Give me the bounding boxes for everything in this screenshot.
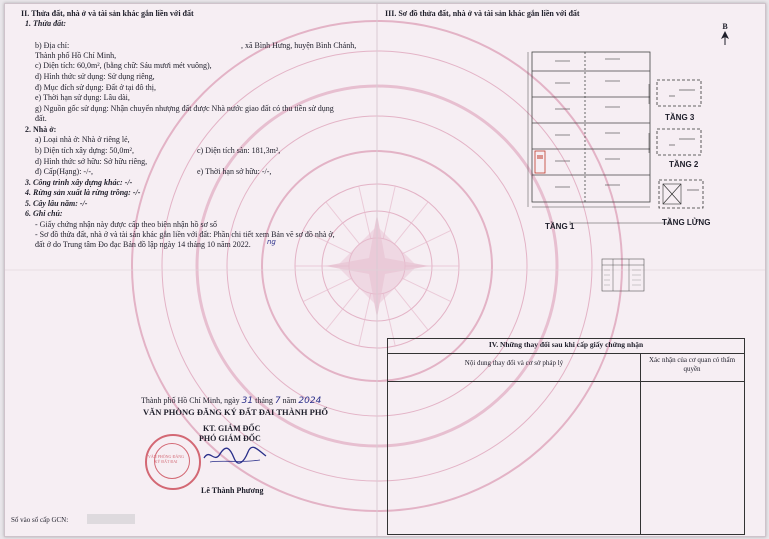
sign-date: Thành phố Hồ Chí Minh, ngày 31 tháng 7 năm 2024 — [141, 396, 322, 406]
note-application: - Giấy chứng nhận này được cấp theo biên nhận hồ sơ số — [35, 220, 217, 229]
redacted-number — [87, 514, 135, 524]
changes-col-confirmation: Xác nhận của cơ quan có thẩm quyền — [648, 356, 736, 373]
other-works: 3. Công trình xây dựng khác: -/- — [25, 178, 133, 187]
usage-purpose: đ) Mục đích sử dụng: Đất ở tại đô thị, — [35, 83, 156, 92]
usage-origin-cont: đất. — [35, 114, 47, 123]
note-diagram: - Sơ đồ thửa đất, nhà ở và tài sản khác gắn liền với đất: Phần chi tiết xem Bản vẽ sơ đồ nhà ở, — [35, 230, 335, 239]
floor2-plan — [645, 125, 707, 161]
signature — [200, 444, 272, 466]
section-ii-title: II. Thửa đất, nhà ở và tài sản khác gắn liền với đất — [21, 9, 194, 18]
usage-form: d) Hình thức sử dụng: Sử dụng riêng, — [35, 72, 155, 81]
usage-origin: g) Nguồn gốc sử dụng: Nhận chuyển nhượng đất được Nhà nước giao đất có thu tiền sử dụng — [35, 104, 334, 113]
issuing-office: VĂN PHÒNG ĐĂNG KÝ ĐẤT ĐAI THÀNH PHỐ — [143, 407, 329, 417]
changes-table — [387, 338, 745, 535]
house-floor-area: c) Diện tích sàn: 181,3m², — [197, 146, 281, 155]
land-heading: 1. Thửa đất: — [25, 19, 67, 28]
address-city: Thành phố Hồ Chí Minh, — [35, 51, 117, 60]
address-commune: , xã Bình Hưng, huyện Bình Chánh, — [241, 41, 357, 50]
floor3-plan — [645, 74, 707, 114]
house-build-area: b) Diện tích xây dựng: 50,0m², — [35, 146, 134, 155]
certificate-page — [4, 3, 766, 537]
deputy-director: PHÓ GIÁM ĐỐC — [199, 434, 261, 443]
house-ownership: d) Hình thức sở hữu: Sở hữu riêng, — [35, 157, 148, 166]
production-forest: 4. Rừng sản xuất là rừng trồng: -/- — [25, 188, 141, 197]
house-term: e) Thời hạn sở hữu: -/-, — [197, 167, 272, 176]
changes-col-content: Nội dung thay đổi và cơ sở pháp lý — [464, 359, 564, 367]
handwritten-mark: ng — [267, 238, 276, 246]
coordinate-table — [601, 258, 645, 292]
mezzanine-label: TẦNG LỬNG — [662, 218, 711, 227]
kt-director: KT. GIÁM ĐỐC — [203, 424, 261, 433]
address-label: b) Địa chỉ: — [35, 41, 70, 50]
house-grade: đ) Cấp(Hạng): -/-, — [35, 167, 93, 176]
house-type: a) Loại nhà ở: Nhà ở riêng lẻ, — [35, 135, 130, 144]
section-iii-title: III. Sơ đồ thửa đất, nhà ở và tài sản khác gắn liền với đất — [385, 9, 580, 18]
land-area: c) Diện tích: 60,0m², (bằng chữ: Sáu mươi mét vuông), — [35, 61, 212, 70]
note-diagram-cont: đất ở do Trung tâm Đo đạc Bản đồ lập ngày 14 tháng 10 năm 2022. — [35, 240, 251, 249]
north-arrow: B — [721, 22, 729, 47]
mezzanine-plan — [649, 174, 713, 214]
notes-heading: 6. Ghi chú: — [25, 209, 63, 218]
house-heading: 2. Nhà ở: — [25, 125, 57, 134]
official-seal: VĂN PHÒNG ĐĂNG KÝ ĐẤT ĐAI — [145, 434, 201, 490]
registry-number-label: Số vào sổ cấp GCN: — [11, 516, 69, 524]
floor2-label: TẦNG 2 — [669, 160, 699, 169]
changes-title: IV. Những thay đổi sau khi cấp giấy chứng nhận — [488, 340, 644, 349]
usage-term: e) Thời hạn sử dụng: Lâu dài, — [35, 93, 130, 102]
floor1-label: TẦNG 1 — [545, 222, 575, 231]
perennial-trees: 5. Cây lâu năm: -/- — [25, 199, 88, 208]
signer-name: Lê Thành Phương — [201, 486, 264, 495]
floor3-label: TẦNG 3 — [665, 113, 695, 122]
